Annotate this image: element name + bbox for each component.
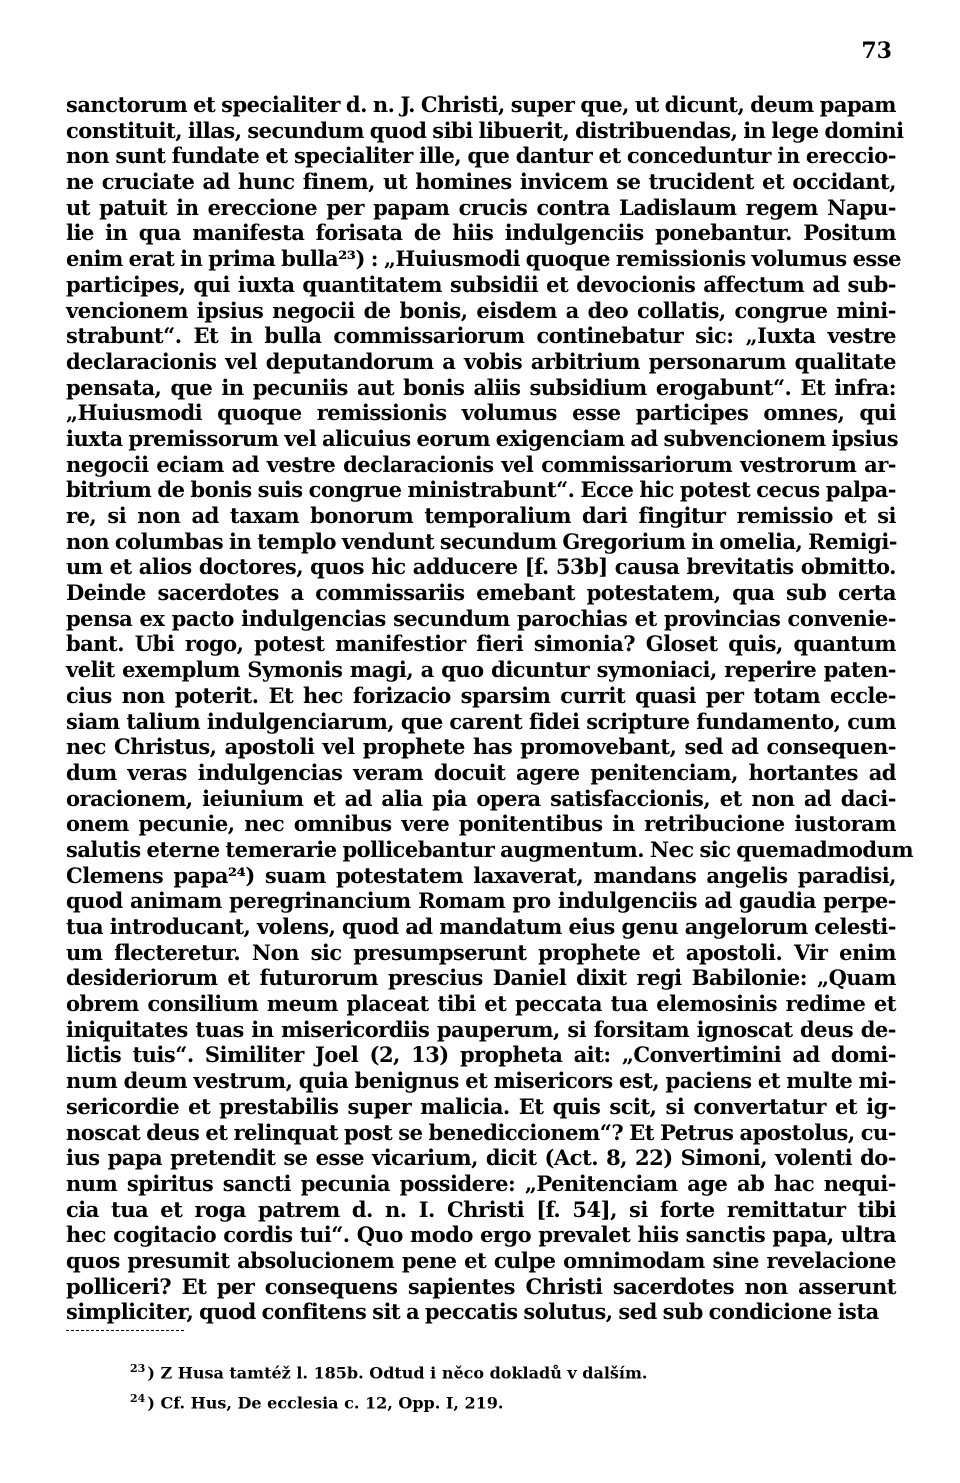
text-line: ne cruciate ad hunc finem, ut homines invicem se trucident et occidant, — [66, 169, 896, 195]
footnote-mark: 24 — [130, 1392, 146, 1406]
text-line: declaracionis vel deputandorum a vobis arbitrium personarum qualitate — [66, 348, 896, 374]
text-line: lie in qua manifesta forisata de hiis indulgenciis ponebantur. Positum — [66, 220, 896, 246]
text-line: vencionem ipsius negocii de bonis, eisdem a deo collatis, congrue mini- — [66, 297, 896, 323]
text-line: num deum vestrum, quia benignus et misericors est, paciens et multe mi- — [66, 1068, 896, 1094]
text-line: simpliciter, quod confitens sit a peccatis solutus, sed sub condicione ista — [66, 1299, 879, 1325]
text-line: negocii eciam ad vestre declaracionis vel commissariorum vestrorum ar- — [66, 451, 896, 477]
text-line: um flecteretur. Non sic presumpserunt prophete et apostoli. Vir enim — [66, 939, 896, 965]
text-line: „Huiusmodi quoque remissionis volumus esse participes omnes, qui — [66, 400, 896, 426]
footnote-mark-paren: ) — [147, 1393, 161, 1413]
text-line: noscat deus et relinquat post se benediccionem“? Et Petrus apostolus, cu- — [66, 1119, 896, 1145]
text-line: pensata, que in pecuniis aut bonis aliis subsidium erogabunt“. Et infra: — [66, 374, 896, 400]
text-line: num spiritus sancti pecunia possidere: „Penitenciam age ab hac nequi- — [66, 1170, 896, 1196]
text-line: ius papa pretendit se esse vicarium, dicit (Act. 8, 22) Simoni, volenti do- — [66, 1145, 896, 1171]
text-line: lictis tuis“. Similiter Joel (2, 13) propheta ait: „Convertimini ad domi- — [66, 1042, 896, 1068]
footnote — [130, 1386, 830, 1416]
footnote-text: Cf. Hus, De ecclesia c. 12, Opp. I, 219. — [160, 1393, 504, 1413]
text-line: quod animam peregrinancium Romam pro indulgenciis ad gaudia perpe- — [66, 888, 896, 914]
text-line: iniquitates tuas in misericordiis pauperum, si forsitam ignoscat deus de- — [66, 1016, 896, 1042]
text-line: quos presumit absolucionem pene et culpe omnimodam sine revelacione — [66, 1247, 896, 1273]
text-line: pensa ex pacto indulgencias secundum parochias et provincias convenie- — [66, 605, 896, 631]
text-line: polliceri? Et per consequens sapientes Christi sacerdotes non asserunt — [66, 1273, 896, 1299]
footnote-text: Z Husa tamtéž l. 185b. Odtud i něco dokladů v dalším. — [160, 1363, 648, 1383]
text-line: dum veras indulgencias veram docuit agere penitenciam, hortantes ad — [66, 759, 896, 785]
text-line: constituit, illas, secundum quod sibi libuerit, distribuendas, in lege domini — [66, 117, 904, 143]
text-line: Clemens papa²⁴) suam potestatem laxaverat, mandans angelis paradisi, — [66, 862, 896, 888]
text-line: iuxta premissorum vel alicuius eorum exigenciam ad subvencionem ipsius — [66, 425, 899, 451]
footnotes-block — [130, 1356, 830, 1417]
text-line: sanctorum et specialiter d. n. J. Christi, super que, ut dicunt, deum papam — [66, 92, 896, 117]
text-line: non columbas in templo vendunt secundum Gregorium in omelia, Remigi- — [66, 528, 898, 554]
footnote-mark-paren: ) — [147, 1363, 161, 1383]
text-line: participes, qui iuxta quantitatem subsidii et devocionis affectum ad sub- — [66, 271, 896, 297]
text-line: cius non poterit. Et hec forizacio sparsim currit quasi per totam eccle- — [66, 682, 896, 708]
footnote-mark: 23 — [130, 1362, 146, 1375]
page-number: 73 — [861, 38, 892, 64]
text-line: bitrium de bonis suis congrue ministrabunt“. Ecce hic potest cecus palpa- — [66, 477, 896, 503]
text-line: um et alios doctores, quos hic adducere [f. 53b] causa brevitatis obmitto. — [66, 554, 896, 580]
text-line: Deinde sacerdotes a commissariis emebant potestatem, qua sub certa — [66, 580, 896, 606]
text-line: sericordie et prestabilis super malicia. Et quis scit, si convertatur et ig- — [66, 1093, 896, 1119]
text-line: nec Christus, apostoli vel prophete has promovebant, sed ad consequen- — [66, 734, 896, 760]
text-line: hec cogitacio cordis tui“. Quo modo ergo prevalet hiis sanctis papa, ultra — [66, 1222, 896, 1248]
text-line: non sunt fundate et specialiter ille, que dantur et conceduntur in ereccio- — [66, 143, 896, 169]
footnote — [130, 1356, 830, 1386]
text-line: desideriorum et futurorum prescius Daniel dixit regi Babilonie: „Quam — [66, 965, 896, 991]
text-line: tua introducant, volens, quod ad mandatum eius genu angelorum celesti- — [66, 914, 896, 939]
text-line: cia tua et roga patrem d. n. I. Christi [f. 54], si forte remittatur tibi — [66, 1196, 896, 1222]
text-line: enim erat in prima bulla²³) : „Huiusmodi quoque remissionis volumus esse — [66, 246, 901, 272]
text-line: bant. Ubi rogo, potest manifestior fieri simonia? Gloset quis, quantum — [66, 631, 896, 657]
text-line: onem pecunie, nec omnibus vere ponitentibus in retribucione iustoram — [66, 811, 896, 837]
text-line: velit exemplum Symonis magi, a quo dicuntur symoniaci, reperire paten- — [66, 657, 896, 683]
text-line: obrem consilium meum placeat tibi et peccata tua elemosinis redime et — [66, 991, 896, 1017]
text-line: strabunt“. Et in bulla commissariorum continebatur sic: „Iuxta vestre — [66, 323, 896, 349]
text-line: siam talium indulgenciarum, que carent fidei scripture fundamento, cum — [66, 708, 896, 734]
footnote-divider — [66, 1330, 184, 1331]
text-line: ut patuit in ereccione per papam crucis contra Ladislaum regem Napu- — [66, 194, 896, 220]
text-line: oracionem, ieiunium et ad alia pia opera satisfaccionis, et non ad daci- — [66, 785, 896, 811]
text-line: re, si non ad taxam bonorum temporalium dari fingitur remissio et si — [66, 503, 896, 528]
text-line: salutis eterne temerarie pollicebantur augmentum. Nec sic quemadmodum — [66, 836, 914, 862]
main-text-block — [66, 92, 914, 1325]
